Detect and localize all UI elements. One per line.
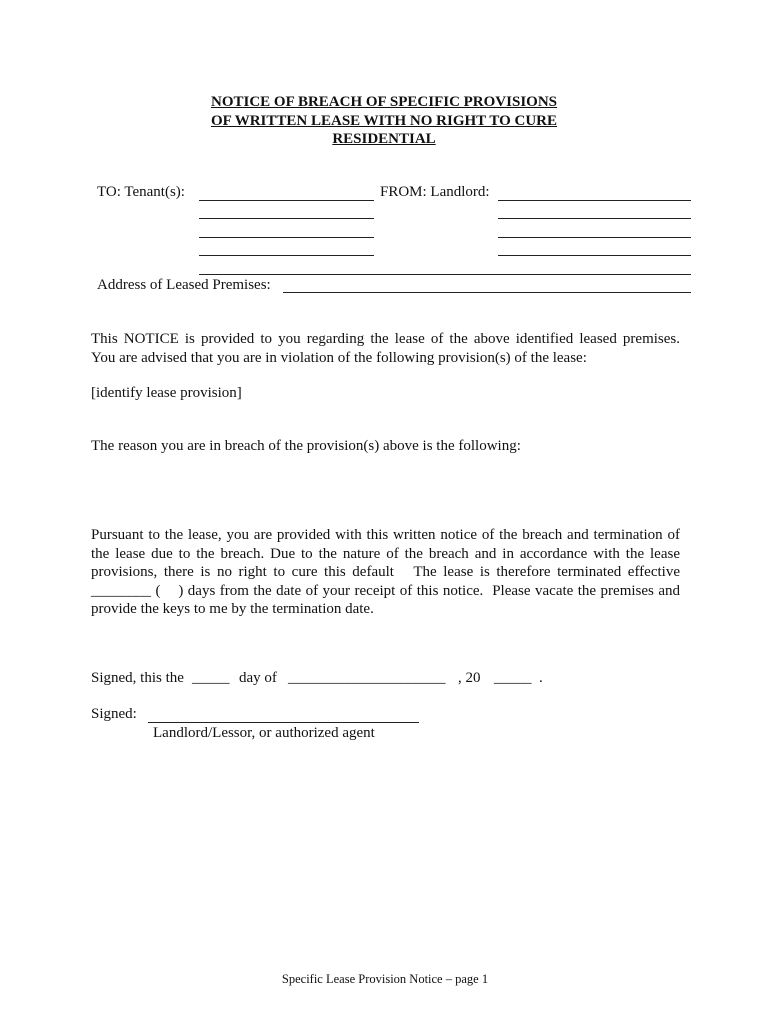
title-line-2: OF WRITTEN LEASE WITH NO RIGHT TO CURE bbox=[210, 112, 558, 129]
landlord-label: FROM: Landlord: bbox=[380, 184, 490, 200]
signature-line[interactable] bbox=[148, 722, 419, 723]
page-footer: Specific Lease Provision Notice – page 1 bbox=[281, 972, 489, 986]
signed-label: Signed: bbox=[91, 706, 137, 722]
year-blank[interactable]: _____ bbox=[494, 670, 532, 686]
landlord-line-1[interactable] bbox=[498, 200, 691, 201]
document-title bbox=[150, 93, 618, 149]
pursuant-line-4: ________ ( ) days from the date of your receipt of this notice. Please vacate the premises and bbox=[91, 582, 680, 599]
notice-line-2: You are advised that you are in violation of the following provision(s) of the lease: bbox=[91, 349, 587, 366]
notice-line-1: This NOTICE is provided to you regarding the lease of the above identified leased premises. bbox=[91, 331, 680, 347]
pursuant-line-5: provide the keys to me by the termination date. bbox=[91, 601, 374, 617]
tenant-line-4[interactable] bbox=[199, 255, 374, 256]
tenant-line-2[interactable] bbox=[199, 218, 374, 219]
pursuant-line-1: Pursuant to the lease, you are provided with this written notice of the breach and termination of bbox=[91, 527, 680, 543]
landlord-line-3[interactable] bbox=[498, 237, 691, 238]
reason-text: The reason you are in breach of the provision(s) above is the following: bbox=[91, 438, 521, 454]
pursuant-paragraph bbox=[91, 526, 680, 619]
landlord-line-4[interactable] bbox=[498, 255, 691, 256]
tenant-line-3[interactable] bbox=[199, 237, 374, 238]
landlord-line-2[interactable] bbox=[498, 218, 691, 219]
pursuant-line-3: provisions, there is no right to cure this default The lease is therefore terminated effective bbox=[91, 564, 680, 580]
identify-provision-text: [identify lease provision] bbox=[91, 385, 242, 401]
signed-this-the-text: Signed, this the bbox=[91, 670, 184, 686]
title-line-3: RESIDENTIAL bbox=[332, 131, 436, 147]
address-label: Address of Leased Premises: bbox=[97, 277, 271, 293]
tenant-line-1[interactable] bbox=[199, 200, 374, 201]
title-line-1: NOTICE OF BREACH OF SPECIFIC PROVISIONS bbox=[210, 94, 558, 110]
day-blank[interactable]: _____ bbox=[192, 670, 230, 686]
day-of-text: day of bbox=[239, 670, 277, 686]
address-line-upper[interactable] bbox=[199, 274, 691, 275]
address-line[interactable] bbox=[283, 292, 691, 293]
date-period: . bbox=[539, 670, 543, 686]
tenant-label: TO: Tenant(s): bbox=[97, 184, 185, 200]
notice-paragraph bbox=[91, 330, 680, 367]
pursuant-line-2: the lease due to the breach. Due to the nature of the breach and in accordance with the lease bbox=[91, 545, 680, 562]
signer-caption: Landlord/Lessor, or authorized agent bbox=[153, 725, 375, 741]
year-prefix: , 20 bbox=[458, 670, 481, 686]
month-blank[interactable]: _____________________ bbox=[288, 670, 446, 686]
